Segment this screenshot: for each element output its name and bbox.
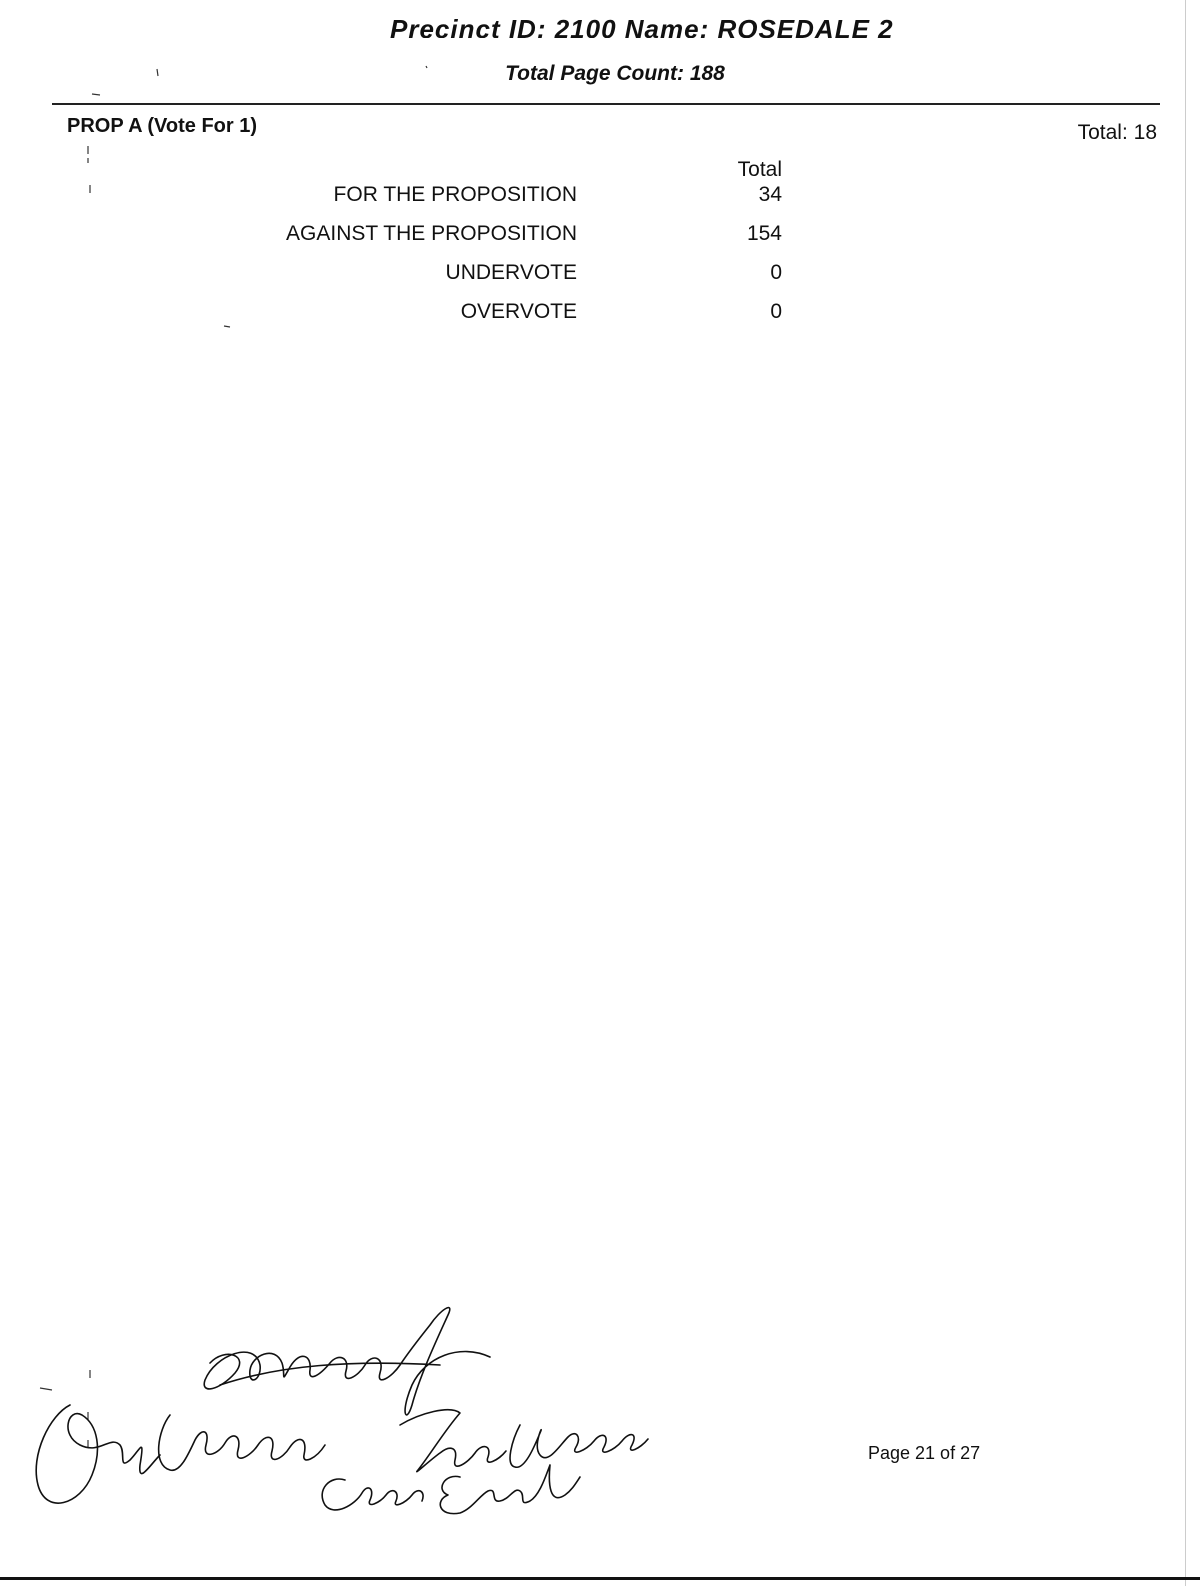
result-row — [0, 300, 1200, 330]
result-row — [0, 183, 1200, 213]
vote-count: 154 — [746, 222, 782, 245]
header-divider — [52, 103, 1160, 105]
precinct-line: Precinct ID: 2100 Name: ROSEDALE 2 — [390, 14, 894, 38]
vote-count: 34 — [758, 183, 782, 206]
choice-label: OVERVOTE — [460, 300, 577, 323]
contest-total: Total: 18 — [1077, 121, 1157, 144]
signature-block — [20, 1295, 660, 1535]
scan-edge-right — [1185, 0, 1186, 1586]
vote-count: 0 — [770, 300, 782, 323]
scan-edge-bottom — [0, 1577, 1200, 1580]
page-number: Page 21 of 27 — [868, 1443, 981, 1463]
total-column-header: Total — [737, 158, 782, 181]
result-row — [0, 222, 1200, 252]
result-row — [0, 261, 1200, 291]
vote-count: 0 — [770, 261, 782, 284]
choice-label: AGAINST THE PROPOSITION — [286, 222, 577, 245]
choice-label: FOR THE PROPOSITION — [333, 183, 577, 206]
total-page-count: Total Page Count: 188 — [505, 62, 725, 85]
precinct-header-cut — [0, 8, 1200, 38]
choice-label: UNDERVOTE — [445, 261, 577, 284]
contest-title: PROP A (Vote For 1) — [67, 115, 258, 137]
